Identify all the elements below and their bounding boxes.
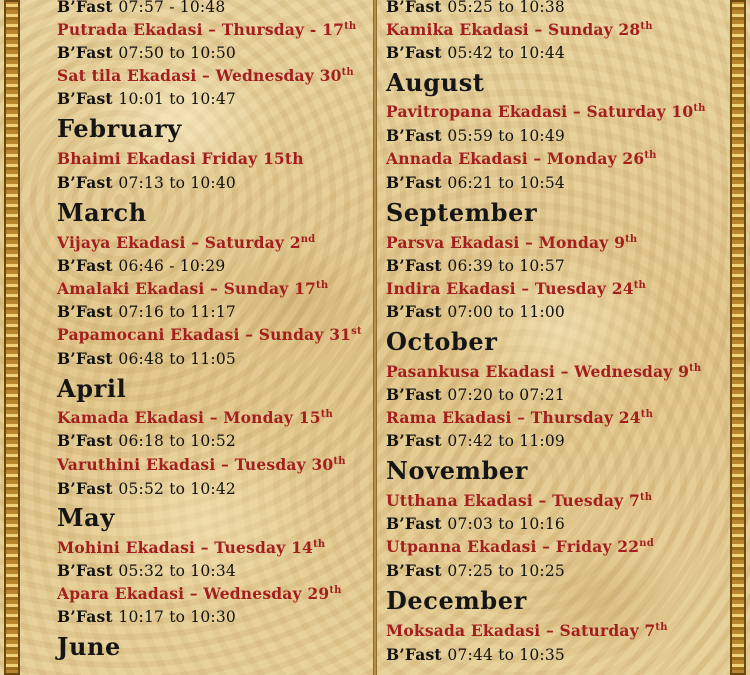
break-fast-window: 07:13 to 10:40 (118, 174, 236, 192)
event-name: Varuthini Ekadasi – Tuesday 30 (57, 455, 334, 474)
break-fast-window: 06:21 to 10:54 (447, 174, 565, 192)
break-fast-window: 05:42 to 10:44 (447, 44, 565, 62)
break-fast-time (386, 385, 565, 404)
date-suffix: th (329, 585, 342, 596)
month-heading: December (386, 586, 527, 615)
ekadasi-event (57, 408, 333, 427)
break-fast-label: B’Fast (57, 89, 113, 108)
break-fast-time (57, 349, 236, 368)
month-heading: October (386, 327, 498, 356)
date-suffix: th (689, 363, 702, 374)
break-fast-label: B’Fast (57, 607, 113, 626)
event-name: Rama Ekadasi – Thursday 24 (386, 408, 641, 427)
month-heading: September (386, 198, 538, 227)
break-fast-time (386, 302, 565, 321)
break-fast-time (57, 431, 236, 450)
event-name: Amalaki Ekadasi – Sunday 17 (57, 279, 317, 298)
date-suffix: th (633, 280, 647, 291)
break-fast-label: B’Fast (386, 385, 442, 404)
break-fast-window: 07:50 to 10:50 (118, 44, 236, 62)
break-fast-time (57, 173, 236, 192)
ornamental-border-left (4, 0, 20, 675)
break-fast-time (57, 561, 236, 580)
ekadasi-event (57, 66, 354, 85)
ekadasi-event (57, 233, 315, 252)
date-suffix: th (625, 234, 638, 245)
ekadasi-event (57, 538, 325, 557)
event-name: Pavitropana Ekadasi – Saturday 10 (386, 102, 694, 121)
break-fast-time (57, 89, 236, 108)
event-name: Utpanna Ekadasi – Friday 22 (386, 537, 640, 556)
break-fast-window: 06:18 to 10:52 (118, 432, 236, 450)
date-suffix: th (333, 456, 346, 467)
month-heading: May (57, 503, 115, 532)
break-fast-window: 07:03 to 10:16 (447, 515, 565, 533)
break-fast-label: B’Fast (57, 349, 113, 368)
event-name: Vijaya Ekadasi – Saturday 2 (57, 233, 301, 252)
ekadasi-event (57, 279, 328, 298)
break-fast-time (57, 302, 236, 321)
ekadasi-event (57, 584, 342, 603)
break-fast-time (386, 431, 565, 450)
break-fast-label: B’Fast (57, 0, 113, 16)
date-suffix: th (693, 103, 706, 114)
break-fast-window: 06:48 to 11:05 (118, 350, 236, 368)
date-suffix: nd (300, 234, 316, 245)
ekadasi-event (386, 621, 668, 640)
date-suffix: th (640, 409, 654, 420)
ekadasi-event (386, 233, 637, 252)
ekadasi-event (386, 149, 657, 168)
month-heading: June (57, 632, 121, 661)
break-fast-window: 07:00 to 11:00 (447, 303, 565, 321)
break-fast-time (386, 561, 565, 580)
break-fast-label: B’Fast (57, 256, 113, 275)
ekadasi-event (57, 455, 346, 474)
break-fast-time (57, 43, 236, 62)
date-suffix: th (640, 21, 653, 32)
break-fast-time (57, 256, 225, 275)
break-fast-window: 06:46 - 10:29 (118, 257, 226, 275)
event-name: Bhaimi Ekadasi Friday 15th (57, 149, 304, 168)
ekadasi-event (386, 491, 652, 510)
date-suffix: th (344, 21, 357, 32)
event-name: Indira Ekadasi – Tuesday 24 (386, 279, 634, 298)
break-fast-time (386, 43, 565, 62)
event-name: Moksada Ekadasi – Saturday 7 (386, 621, 656, 640)
break-fast-window: 07:42 to 11:09 (447, 432, 565, 450)
event-name: Utthana Ekadasi – Tuesday 7 (386, 491, 640, 510)
date-suffix: st (351, 326, 362, 337)
break-fast-window: 05:52 to 10:42 (118, 480, 236, 498)
ekadasi-event (386, 102, 706, 121)
event-name: Apara Ekadasi – Wednesday 29 (57, 584, 330, 603)
ekadasi-event (386, 408, 653, 427)
date-suffix: th (655, 622, 668, 633)
break-fast-time (386, 0, 565, 16)
break-fast-window: 10:01 to 10:47 (118, 90, 236, 108)
break-fast-label: B’Fast (57, 43, 113, 62)
column-divider (373, 0, 377, 675)
date-suffix: th (341, 67, 354, 78)
break-fast-label: B’Fast (386, 0, 442, 16)
break-fast-label: B’Fast (386, 302, 442, 321)
break-fast-label: B’Fast (386, 43, 442, 62)
event-name: Mohini Ekadasi – Tuesday 14 (57, 538, 314, 557)
ekadasi-event (57, 20, 356, 39)
break-fast-time (386, 173, 565, 192)
event-name: Putrada Ekadasi – Thursday - 17 (57, 20, 345, 39)
break-fast-window: 07:16 to 11:17 (118, 303, 236, 321)
event-name: Kamika Ekadasi – Sunday 28 (386, 20, 641, 39)
month-heading: April (57, 374, 127, 403)
break-fast-label: B’Fast (386, 126, 442, 145)
month-heading: November (386, 456, 529, 485)
break-fast-label: B’Fast (386, 645, 442, 664)
ekadasi-event (57, 149, 304, 168)
ekadasi-event (386, 20, 653, 39)
ekadasi-event (386, 537, 654, 556)
break-fast-window: 07:20 to 07:21 (447, 386, 565, 404)
date-suffix: th (320, 409, 333, 420)
break-fast-window: 07:25 to 10:25 (447, 562, 565, 580)
break-fast-window: 10:17 to 10:30 (118, 608, 236, 626)
event-name: Parsva Ekadasi – Monday 9 (386, 233, 626, 252)
event-name: Annada Ekadasi – Monday 26 (386, 149, 645, 168)
break-fast-time (57, 479, 236, 498)
event-name: Kamada Ekadasi – Monday 15 (57, 408, 321, 427)
break-fast-time (386, 126, 565, 145)
break-fast-window: 05:25 to 10:38 (447, 0, 565, 16)
break-fast-label: B’Fast (57, 561, 113, 580)
break-fast-label: B’Fast (57, 479, 113, 498)
break-fast-label: B’Fast (386, 256, 442, 275)
break-fast-window: 05:32 to 10:34 (118, 562, 236, 580)
break-fast-window: 05:59 to 10:49 (447, 127, 565, 145)
date-suffix: th (313, 539, 326, 550)
break-fast-label: B’Fast (386, 561, 442, 580)
break-fast-window: 06:39 to 10:57 (447, 257, 565, 275)
event-name: Sat tila Ekadasi – Wednesday 30 (57, 66, 342, 85)
event-name: Pasankusa Ekadasi – Wednesday 9 (386, 362, 690, 381)
break-fast-time (386, 514, 565, 533)
break-fast-label: B’Fast (57, 173, 113, 192)
ornamental-border-right (730, 0, 746, 675)
break-fast-time (57, 607, 236, 626)
break-fast-label: B’Fast (57, 302, 113, 321)
date-suffix: th (639, 492, 653, 503)
month-heading: August (386, 68, 485, 97)
break-fast-label: B’Fast (57, 431, 113, 450)
break-fast-window: 07:44 to 10:35 (447, 646, 565, 664)
break-fast-label: B’Fast (386, 173, 442, 192)
break-fast-time (57, 0, 225, 16)
ekadasi-event (386, 362, 701, 381)
ekadasi-event (57, 325, 362, 344)
break-fast-label: B’Fast (386, 431, 442, 450)
break-fast-time (386, 256, 565, 275)
break-fast-label: B’Fast (386, 514, 442, 533)
date-suffix: th (316, 280, 329, 291)
month-heading: February (57, 114, 182, 143)
break-fast-time (386, 645, 565, 664)
date-suffix: nd (639, 538, 654, 549)
event-name: Papamocani Ekadasi – Sunday 31 (57, 325, 352, 344)
break-fast-window: 07:57 - 10:48 (118, 0, 226, 16)
ekadasi-event (386, 279, 646, 298)
date-suffix: th (644, 150, 657, 161)
month-heading: March (57, 198, 147, 227)
